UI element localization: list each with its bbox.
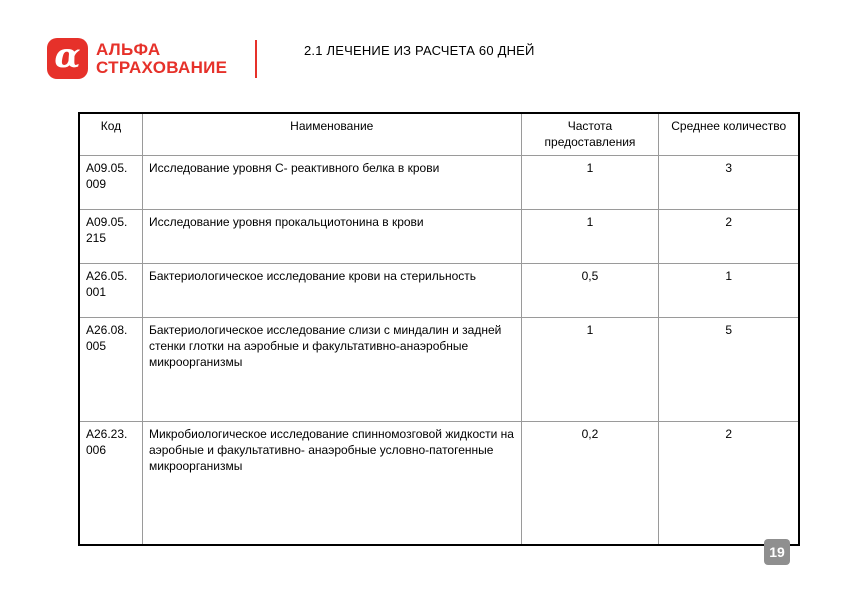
cell-code: A09.05. 215 bbox=[79, 210, 142, 264]
header-frequency: Частота предоставления bbox=[521, 113, 659, 156]
table-row bbox=[79, 156, 799, 210]
cell-average: 2 bbox=[659, 422, 799, 545]
page-title: 2.1 ЛЕЧЕНИЕ ИЗ РАСЧЕТА 60 ДНЕЙ bbox=[304, 43, 535, 58]
cell-code: A26.05. 001 bbox=[79, 264, 142, 318]
cell-name: Исследование уровня С- реактивного белка в крови bbox=[142, 156, 521, 210]
cell-name: Исследование уровня прокальциотонина в крови bbox=[142, 210, 521, 264]
cell-average: 3 bbox=[659, 156, 799, 210]
table-row bbox=[79, 264, 799, 318]
cell-name: Бактериологическое исследование крови на стерильность bbox=[142, 264, 521, 318]
cell-frequency: 1 bbox=[521, 156, 659, 210]
header-code: Код bbox=[79, 113, 142, 156]
cell-frequency: 0,5 bbox=[521, 264, 659, 318]
logo-line-2: СТРАХОВАНИЕ bbox=[96, 58, 228, 77]
cell-code: A26.23. 006 bbox=[79, 422, 142, 545]
logo-alpha-icon: α bbox=[47, 38, 88, 79]
header-name: Наименование bbox=[142, 113, 521, 156]
page-number-badge: 19 bbox=[764, 539, 790, 565]
cell-code: A26.08. 005 bbox=[79, 318, 142, 422]
cell-name: Бактериологическое исследование слизи с миндалин и задней стенки глотки на аэробные и факультативно-анаэробные микроорганизмы bbox=[142, 318, 521, 422]
cell-frequency: 1 bbox=[521, 318, 659, 422]
table-header-row bbox=[79, 113, 799, 156]
table-row bbox=[79, 422, 799, 545]
cell-name: Микробиологическое исследование спинномозговой жидкости на аэробные и факультативно- анаэробные условно-патогенные микроорганизмы bbox=[142, 422, 521, 545]
header-average: Среднее количество bbox=[659, 113, 799, 156]
cell-average: 2 bbox=[659, 210, 799, 264]
company-logo bbox=[47, 38, 242, 80]
header-divider bbox=[255, 40, 257, 78]
cell-code: A09.05. 009 bbox=[79, 156, 142, 210]
logo-wordmark bbox=[96, 41, 227, 77]
table-row bbox=[79, 318, 799, 422]
cell-average: 5 bbox=[659, 318, 799, 422]
table-row bbox=[79, 210, 799, 264]
logo-line-1: АЛЬФА bbox=[96, 40, 161, 59]
cell-frequency: 0,2 bbox=[521, 422, 659, 545]
services-table bbox=[78, 112, 800, 546]
cell-average: 1 bbox=[659, 264, 799, 318]
cell-frequency: 1 bbox=[521, 210, 659, 264]
